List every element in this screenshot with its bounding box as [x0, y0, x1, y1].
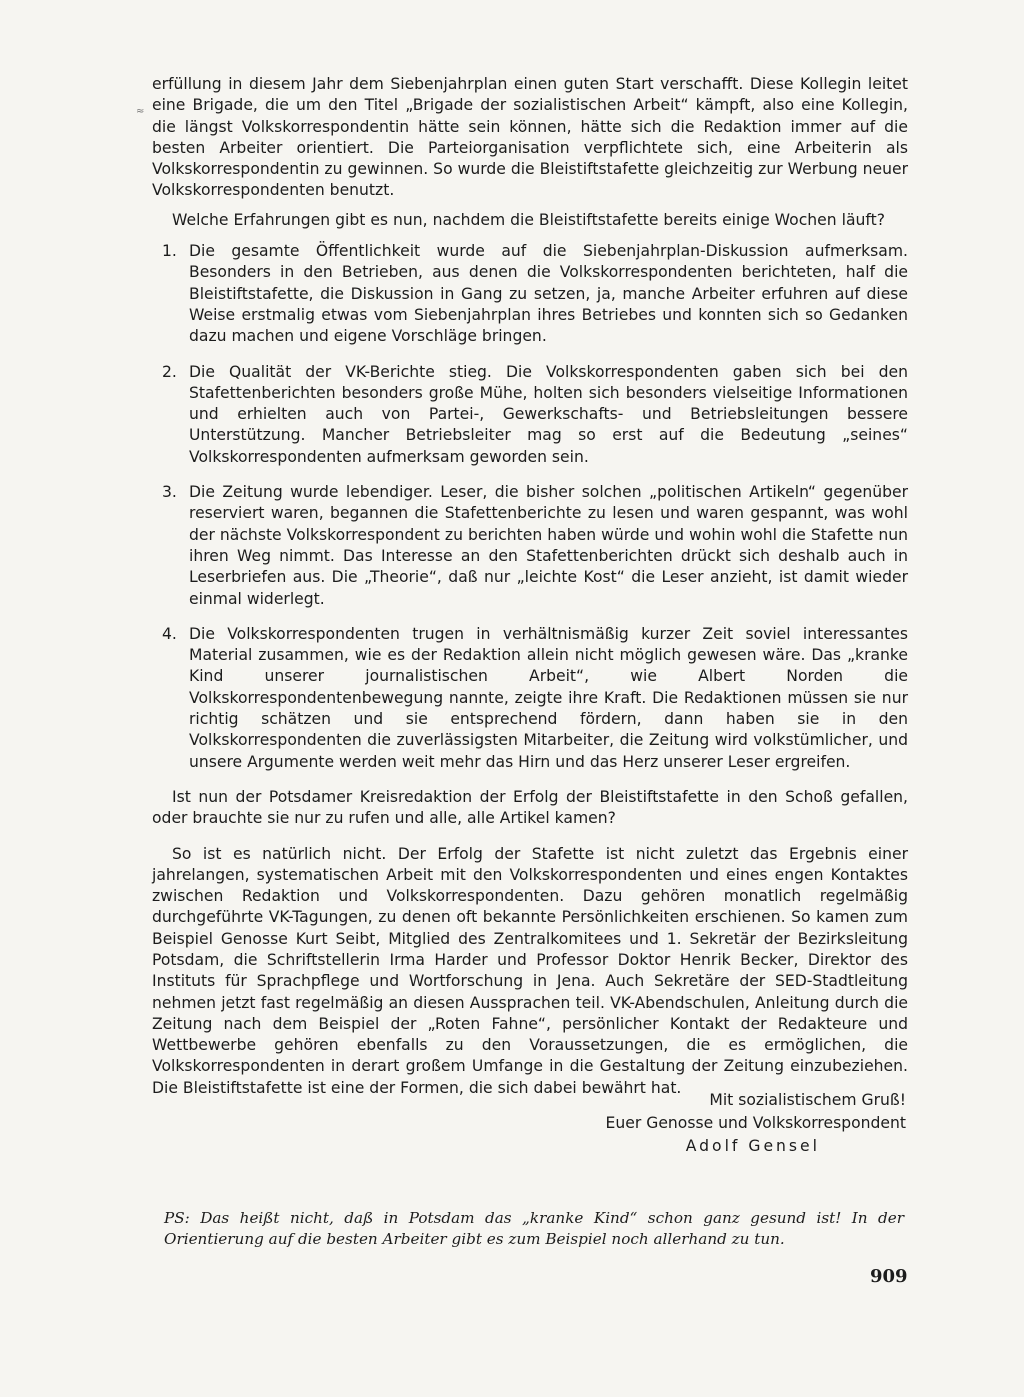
list-item-text: Die gesamte Öffentlichkeit wurde auf die Siebenjahrplan-Diskussion aufmerksam. Besonders in den Betrieben, aus denen die Volkskorrespondenten berichteten, half die Bleistiftstafette, die Diskussion in Gang zu setzen, ja, manche Arbeiter erfuhren auf diese Weise erstmalig etwas vom Siebenjahrplan ihres Betriebes und konnten sich so Gedanken dazu machen und eigene Vorschläge bringen. — [189, 242, 908, 346]
list-item-number: 2. — [162, 362, 177, 381]
page-number: 909 — [870, 1266, 908, 1287]
intro-paragraph: erfüllung in diesem Jahr dem Siebenjahrplan einen guten Start verschafft. Diese Kollegin leitet eine Brigade, die um den Titel „Brigade der sozialistischen Arbeit“ kämpft, also eine Kollegin, die längst Volkskorrespondentin hätte sein können, hätte sich die Redaktion immer auf die besten Arbeiter orientiert. Die Parteiorganisation verpflichtete sich, eine Arbeiterin als Volkskorrespondentin zu gewinnen. So wurde die Bleistiftstafette gleichzeitig zur Werbung neuer Volkskorrespondenten benutzt. — [152, 75, 908, 200]
list-item — [152, 362, 908, 468]
list-item-number: 4. — [162, 624, 177, 643]
list-item-text: Die Qualität der VK-Berichte stieg. Die Volkskorrespondenten gaben sich bei den Stafettenberichten besonders große Mühe, holten sich besonders vielseitige Informationen und erhielten auch von Partei-, Gewerkschafts- und Betriebsleitungen bessere Unterstützung. Mancher Betriebsleiter mag so erst auf die Bedeutung „seines“ Volkskorrespondenten aufmerksam geworden sein. — [189, 362, 908, 466]
list-item — [152, 241, 908, 347]
list-item-number: 3. — [162, 483, 177, 502]
list-item — [152, 482, 908, 610]
signature-block — [606, 1089, 906, 1158]
letter-body — [152, 74, 908, 1099]
signature-role: Euer Genosse und Volkskorrespondent — [605, 1114, 906, 1132]
potsdam-question-paragraph: Ist nun der Potsdamer Kreisredaktion der Erfolg der Bleistiftstafette in den Schoß gefallen, oder brauchte sie nur zu rufen und alle, alle Artikel kamen? — [152, 787, 908, 828]
list-item-text: Die Volkskorrespondenten trugen in verhältnismäßig kurzer Zeit soviel interessantes Material zusammen, wie es der Redaktion allein nicht möglich gewesen wäre. Das „kranke Kind unserer journalistischen Arbeit“, wie Albert Norden die Volkskorrespondentenbewegung nannte, zeigte ihre Kraft. Die Redaktionen müssen sie nur richtig schätzen und sie entsprechend fördern, dann haben sie in den Volkskorrespondenten die zuverlässigsten Mitarbeiter, die Zeitung wird volkstümlicher, und unsere Argumente werden weit mehr das Hirn und das Herz unserer Leser ergreifen. — [189, 624, 908, 771]
scan-artifact-mark: ≈ — [136, 106, 145, 117]
signature-greeting: Mit sozialistischem Gruß! — [709, 1091, 906, 1109]
postscript: PS: Das heißt nicht, daß in Potsdam das „kranke Kind“ schon ganz gesund ist! In der Orientierung auf die besten Arbeiter gibt es zum Beispiel noch allerhand zu tun. — [164, 1209, 904, 1248]
signature-name: Adolf Gensel — [685, 1137, 820, 1155]
question-paragraph: Welche Erfahrungen gibt es nun, nachdem die Bleistiftstafette bereits einige Wochen läuft? — [172, 210, 885, 229]
list-item — [152, 624, 908, 773]
list-item-number: 1. — [162, 242, 177, 261]
answer-paragraph: So ist es natürlich nicht. Der Erfolg der Stafette ist nicht zuletzt das Ergebnis einer jahrelangen, systematischen Arbeit mit den Volkskorrespondenten und eines engen Kontaktes zwischen Redaktion und Volkskorrespondenten. Dazu gehören monatlich regelmäßig durchgeführte VK-Tagungen, zu denen oft bekannte Persönlichkeiten erschienen. So kamen zum Beispiel Genosse Kurt Seibt, Mitglied des Zentralkomitees und 1. Sekretär der Bezirksleitung Potsdam, die Schriftstellerin Irma Harder und Professor Doktor Henrik Becker, Direktor des Instituts für Sprachpflege und Wortforschung in Jena. Auch Sekretäre der SED-Stadtleitung nehmen jetzt fast regelmäßig an diesen Aussprachen teil. VK-Abendschulen, Anleitung durch die Zeitung nach dem Beispiel der „Roten Fahne“, persönlicher Kontakt der Redakteure und Wettbewerbe gehören ebenfalls zu den Voraussetzungen, die es ermöglichen, die Volkskorrespondenten in derart großem Umfange in die Gestaltung der Zeitung einzubeziehen. Die Bleistiftstafette ist eine der Formen, die sich dabei bewährt hat. — [152, 844, 908, 1097]
list-item-text: Die Zeitung wurde lebendiger. Leser, die bisher solchen „politischen Artikeln“ gegenüber reserviert waren, begannen die Stafettenberichte zu lesen und waren gespannt, was wohl der nächste Volkskorrespondent zu berichten haben würde und wohin wohl die Stafette nun ihren Weg nimmt. Das Interesse an den Stafettenberichten drückt sich deshalb auch in Leserbriefen aus. Die „Theorie“, daß nur „leichte Kost“ die Leser anzieht, ist damit wieder einmal widerlegt. — [189, 483, 908, 608]
